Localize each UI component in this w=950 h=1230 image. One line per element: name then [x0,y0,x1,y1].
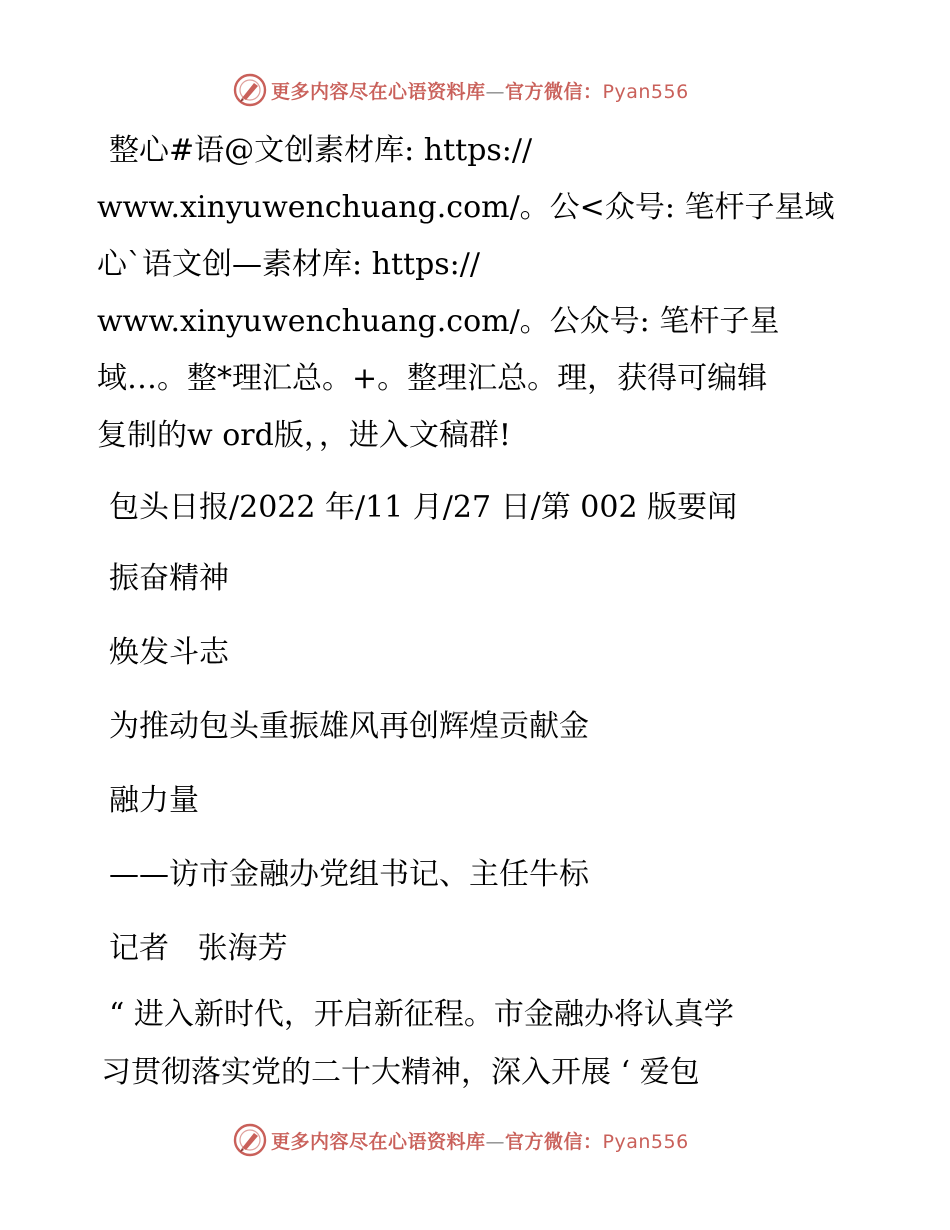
promo-line: 心`语文创—素材库: https:// [97,247,480,282]
watermark-wechat-label: 官方微信： [505,80,603,103]
promo-line: www.xinyuwenchuang.com/。公众号: 笔杆子星 [97,304,780,339]
promo-line: 复制的w ord版，，进入文稿群! [97,418,511,453]
document-body [97,122,857,1102]
watermark-wechat-label: 官方微信： [505,1130,603,1153]
promo-line: 域…。整*理汇总。+。整理汇总。理，获得可编辑 [97,361,768,396]
watermark-wechat-id: Pyan556 [602,80,689,103]
watermark-text [271,77,689,104]
promo-line: 整心#语@文创素材库: https:// [109,133,533,168]
watermark-dash: — [485,80,506,103]
pen-nib-circle-icon [233,1123,267,1157]
paragraph-line: 习贯彻落实党的二十大精神，深入开展 ‘ 爱包 [101,1055,700,1090]
headline-line: 振奋精神 [109,561,229,596]
watermark-dash: — [485,1130,506,1153]
paragraph-line: “ 进入新时代，开启新征程。市金融办将认真学 [109,997,734,1032]
watermark-label: 更多内容尽在心语资料库 [271,80,486,103]
headline-line: 焕发斗志 [109,635,229,670]
pen-nib-circle-icon [233,73,267,107]
header-watermark [233,72,689,108]
source-line: 包头日报/2022 年/11 月/27 日/第 002 版要闻 [109,490,738,525]
promo-line: www.xinyuwenchuang.com/。公<众号: 笔杆子星域 [97,190,835,225]
headline-line: 为推动包头重振雄风再创辉煌贡献金 [109,709,589,744]
footer-watermark [233,1122,689,1158]
subtitle: ——访市金融办党组书记、主任牛标 [109,857,589,892]
byline: 记者 张海芳 [109,931,288,966]
headline-line: 融力量 [109,783,199,818]
watermark-label: 更多内容尽在心语资料库 [271,1130,486,1153]
watermark-text [271,1127,689,1154]
watermark-wechat-id: Pyan556 [602,1130,689,1153]
